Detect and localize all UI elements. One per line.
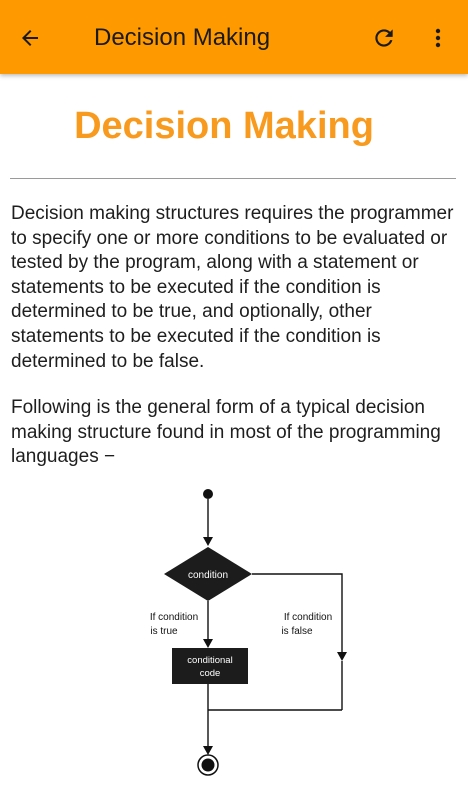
start-node	[203, 489, 213, 499]
decision-flowchart	[130, 484, 360, 784]
app-bar-title: Decision Making	[94, 24, 271, 51]
true-branch-label-line2: is true	[150, 626, 178, 637]
code-label-line2: code	[199, 668, 221, 679]
general-form-paragraph: Following is the general form of a typical decision making structure found in most of the programming languages −	[11, 397, 441, 468]
refresh-icon	[371, 25, 397, 51]
code-label-line1: conditional	[187, 655, 233, 666]
back-button[interactable]	[14, 22, 46, 54]
false-branch-label-line1: If condition	[283, 612, 333, 623]
article-content	[0, 74, 468, 800]
arrow-back-icon	[18, 26, 42, 50]
refresh-button[interactable]	[368, 22, 400, 54]
false-branch-label-line2: is false	[281, 626, 313, 637]
page-heading: Decision Making	[74, 105, 374, 147]
heading-divider	[10, 178, 456, 179]
true-branch-label-line1: If condition	[149, 612, 199, 623]
more-vert-icon	[426, 26, 450, 50]
overflow-menu-button[interactable]	[424, 22, 452, 54]
condition-label: condition	[187, 570, 229, 581]
intro-paragraph: Decision making structures requires the programmer to specify one or more conditions to be evaluated or tested by the program, along with a statement or statements to be executed if the condition is determined to be true, and optionally, other statements to be executed if the condition is determined to be false.	[11, 203, 454, 372]
app-bar	[0, 0, 468, 74]
